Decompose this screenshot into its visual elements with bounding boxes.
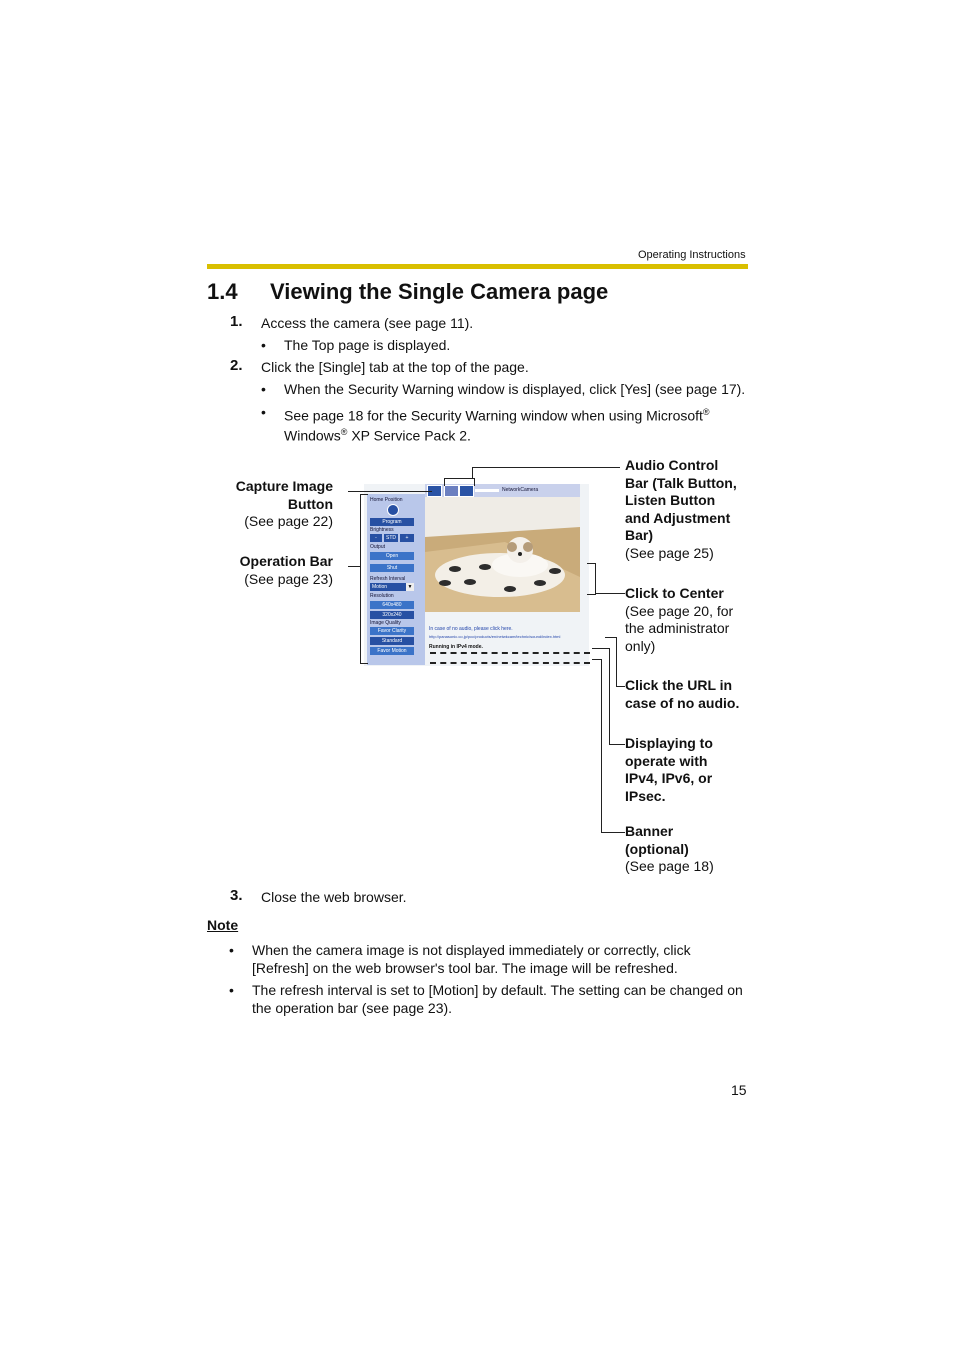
step-number: 3.	[230, 887, 243, 904]
registered-mark: ®	[340, 427, 348, 437]
output-shut-button[interactable]: Shut	[370, 564, 414, 572]
leader-line	[609, 648, 610, 744]
leader-line	[616, 686, 625, 687]
bullet-text: When the Security Warning window is displayed, click [Yes] (see page 17).	[284, 381, 746, 397]
callout-ip-mode: Displaying to operate with IPv4, IPv6, or IPsec.	[625, 735, 713, 804]
brightness-minus-button[interactable]: -	[370, 534, 382, 542]
camera-name: NetworkCamera	[502, 487, 539, 493]
callout-capture-image	[200, 478, 333, 531]
home-position-icon[interactable]	[387, 504, 399, 516]
banner-area-top	[430, 652, 590, 654]
output-open-button[interactable]: Open	[370, 552, 414, 560]
running-header: Operating Instructions	[638, 249, 746, 261]
resolution-640-button[interactable]: 640x480	[370, 601, 414, 609]
refresh-interval-label: Refresh Interval	[370, 576, 406, 582]
program-button[interactable]: Program	[370, 518, 414, 526]
step-text: Access the camera (see page 11).	[261, 315, 474, 331]
banner-area-bottom	[430, 662, 590, 664]
standard-button[interactable]: Standard	[370, 637, 414, 645]
note-text: [Refresh] on the web browser's tool bar. The image will be refreshed.	[252, 960, 678, 976]
image-quality-label: Image Quality	[370, 620, 401, 626]
talk-icon[interactable]	[444, 485, 459, 497]
callout-audio-control: Audio Control Bar (Talk Button, Listen Button and Adjustment Bar) (See page 25)	[625, 457, 737, 561]
callout-click-url: Click the URL in case of no audio.	[625, 677, 740, 711]
callout-title: Capture Image	[235, 478, 333, 494]
leader-line	[609, 744, 625, 745]
page-number: 15	[731, 1082, 747, 1098]
brightness-plus-button[interactable]: +	[400, 534, 414, 542]
favor-motion-button[interactable]: Favor Motion	[370, 647, 414, 655]
leader-line	[616, 637, 617, 686]
section-number: 1.4	[207, 279, 238, 304]
leader-line	[592, 648, 610, 649]
speaker-icon[interactable]	[459, 485, 474, 497]
note-item: • The refresh interval is set to [Motion] by default. The setting can be changed on the operation bar (see page 23).	[229, 982, 743, 1016]
step-number: 2.	[230, 357, 243, 374]
audio-bracket	[444, 478, 475, 486]
bullet-item: • See page 18 for the Security Warning window when using Microsoft®	[261, 404, 710, 424]
callout-ref: (See page 22)	[244, 513, 333, 530]
note-item: • When the camera image is not displayed immediately or correctly, click [Refresh] on the web browser's tool bar. The image will be refreshed.	[229, 942, 691, 976]
callout-operation-bar	[200, 553, 333, 588]
leader-line	[472, 467, 620, 468]
refresh-interval-value: Motion	[372, 584, 388, 590]
step-text: Close the web browser.	[261, 889, 407, 905]
brightness-std-button[interactable]: STD	[386, 535, 396, 541]
leader-line	[348, 566, 360, 567]
no-audio-link-text[interactable]: In case of no audio, please click here.	[429, 626, 513, 632]
chevron-down-icon: ▼	[407, 584, 413, 590]
note-text: The refresh interval is set to [Motion] by default. The setting can be changed on	[252, 982, 743, 998]
resolution-320-button[interactable]: 320x240	[370, 611, 414, 619]
bullet-text: The Top page is displayed.	[284, 337, 451, 353]
leader-line	[472, 467, 473, 478]
callout-title: Button	[287, 495, 333, 512]
note-heading: Note	[207, 917, 239, 933]
home-position-label: Home Position	[370, 497, 403, 503]
favor-clarity-button[interactable]: Favor Clarity	[370, 627, 414, 635]
header-rule	[207, 264, 748, 269]
dog-photo-illustration	[425, 497, 580, 612]
registered-mark: ®	[702, 407, 710, 417]
note-text: the operation bar (see page 23).	[252, 1000, 453, 1016]
bullet-text: See page 18 for the Security Warning window when using Microsoft	[284, 407, 703, 424]
bullet-text: Windows	[284, 427, 341, 444]
bullet-item: • The Top page is displayed.	[261, 337, 451, 353]
callout-click-to-center: Click to Center (See page 20, for the administrator only)	[625, 585, 734, 654]
bullet-continuation	[284, 423, 471, 445]
resolution-label: Resolution	[370, 593, 394, 599]
audio-url-link[interactable]: http://panasonic.co.jp/pcc/products/en/netwkcam/technic/sound/index.html	[429, 634, 561, 639]
callout-title: Operation Bar	[239, 553, 333, 569]
bullet-text: XP Service Pack 2.	[351, 427, 471, 444]
leader-line	[348, 491, 432, 492]
leader-line	[595, 593, 625, 594]
output-label: Output	[370, 544, 386, 550]
callout-banner: Banner (optional) (See page 18)	[625, 823, 714, 875]
section-title-text: Viewing the Single Camera page	[270, 279, 609, 304]
callout-ref: (See page 23)	[244, 570, 333, 587]
volume-slider[interactable]	[475, 489, 499, 492]
note-text: When the camera image is not displayed immediately or correctly, click	[252, 942, 691, 958]
brightness-label: Brightness	[370, 527, 394, 533]
center-bracket	[587, 563, 596, 595]
operation-bar-bracket	[360, 494, 368, 664]
ip-mode-status: Running in IPv4 mode.	[429, 644, 483, 650]
brightness-controls	[370, 534, 414, 542]
camera-image[interactable]	[425, 497, 580, 612]
bullet-item: • When the Security Warning window is displayed, click [Yes] (see page 17).	[261, 381, 746, 397]
refresh-interval-select[interactable]	[370, 583, 414, 591]
step-text: Click the [Single] tab at the top of the page.	[261, 359, 529, 375]
section-title	[207, 279, 608, 305]
step-number: 1.	[230, 313, 243, 330]
leader-line	[601, 832, 625, 833]
leader-line	[601, 659, 602, 832]
